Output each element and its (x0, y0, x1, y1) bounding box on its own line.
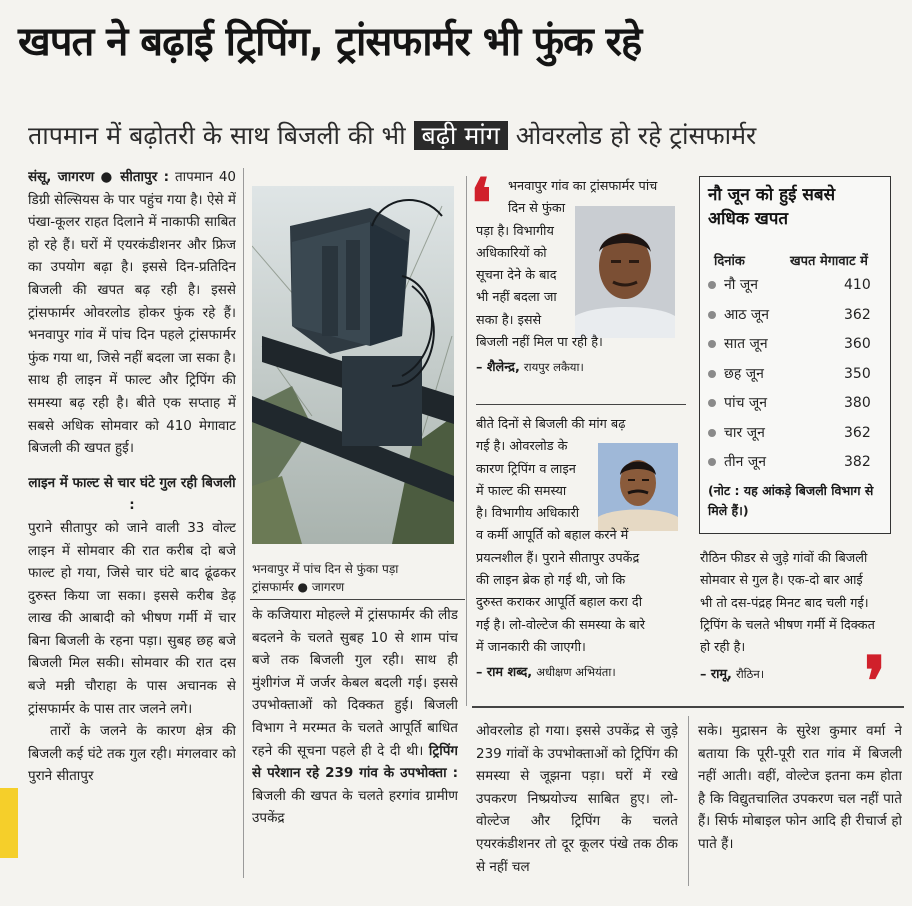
fact-table-date: पांच जून (724, 395, 768, 411)
fact-table-row (708, 330, 884, 360)
quote-1-line-4: अधिकारियों को (476, 245, 547, 261)
rule-between-quotes (476, 404, 686, 405)
column-2 (252, 604, 458, 884)
fact-table-date: आठ जून (724, 306, 770, 323)
quote-3-name: – रामू, (700, 667, 732, 683)
fact-box-title (708, 183, 835, 231)
fact-box-col-date: दिनांक (714, 254, 745, 269)
quote-3-line-3: भी तो दस-पंद्रह मिनट बाद चली गई। (700, 595, 869, 611)
fact-box-rows (708, 271, 884, 478)
fact-table-row (708, 389, 884, 419)
fact-box-col-mw: खपत मेगावाट में (790, 254, 868, 269)
quote-2-line-3: कारण ट्रिपिंग व लाइन (476, 461, 576, 477)
dateline: संसू, जागरण ● सीतापुर : (28, 169, 169, 185)
bullet-icon (708, 399, 716, 407)
quote-2-line-11: में जानकारी की जाएगी। (476, 639, 586, 655)
column-4: सके। मुद्रासन के सुरेश कुमार वर्मा ने बताया कि पूरी-पूरी रात गांव में बिजली नहीं आती। वहीं, वोल्टेज इतना कम होता है कि विद्युतचालित उपकरण चल नहीं पाते हैं। सिर्फ मोबाइल फोन आदि ही रीचार्ज हो पाते हैं। (698, 723, 902, 852)
quote-2-place: अधीक्षण अभियंता। (536, 665, 616, 680)
photo-credit: ● जागरण (297, 580, 345, 594)
subheadline-after: ओवरलोड हो रहे ट्रांसफार्मर (515, 121, 757, 150)
fact-box-note: (नोट : यह आंकड़े बिजली विभाग से मिले हैं।) (708, 483, 874, 518)
quote-2-line-7: प्रयत्नशील हैं। पुराने सीतापुर उपकेंद्र (476, 550, 640, 566)
photo-caption-line1: भनवापुर में पांच दिन से फुंका पड़ा (252, 562, 399, 576)
quote-1 (476, 176, 676, 380)
bullet-icon (708, 340, 716, 348)
bullet-icon (708, 311, 716, 319)
fact-table-value: 350 (844, 365, 871, 382)
fact-table-date: चार जून (724, 424, 765, 441)
quote-2-line-2: गई है। ओवरलोड के (476, 439, 568, 455)
quote-mark-close-icon: ❜ (864, 642, 886, 722)
quote-1-place: रायपुर लकैया। (523, 360, 584, 375)
col1-subhead: लाइन में फाल्ट से चार घंटे गुल रही बिजली : (28, 474, 236, 514)
column-1 (28, 166, 236, 882)
fact-table-date: नौ जून (724, 277, 759, 293)
quote-3-line-4: ट्रिपिंग के चलते भीषण गर्मी में दिक्कत (700, 617, 875, 633)
fact-table-row (708, 360, 884, 390)
rule-above-bottom-columns (472, 706, 904, 708)
photo-caption-line2: ट्रांसफार्मर (252, 580, 294, 594)
transformer-photo (252, 186, 454, 544)
col2-para2: बिजली की खपत के चलते हरगांव ग्रामीण उपकेंद्र (252, 787, 458, 827)
fact-table-date: सात जून (724, 336, 768, 352)
quote-2-line-1: बीते दिनों से बिजली की मांग बढ़ (476, 417, 626, 432)
column-rule-1 (243, 168, 244, 878)
headline: खपत ने बढ़ाई ट्रिपिंग, ट्रांसफार्मर भी फुंक रहे (18, 19, 642, 65)
quote-1-line-8: बिजली नहीं मिल पा रही है। (476, 335, 603, 351)
fact-box-title-line1: नौ जून को हुई सबसे (708, 185, 836, 205)
transformer-photo-svg (252, 186, 454, 544)
col1-para2: पुराने सीतापुर को जाने वाली 33 वोल्ट लाइन में सोमवार की रात करीब दो बजे फाल्ट हो गया, जिसे चार घंटे बाद ढूंढकर दुरुस्त किया जा सका। इससे करीब डेढ़ लाख की आबादी को भीषण गर्मी में चार बिना बिजली के रहना पड़ा। सुबह छह बजे बिजली मिल सकी। सोमवार की रात दस बजे मन्नी चौराहा के पास अचानक से ट्रांसफार्मर के पास तार जलने लगे। (28, 519, 236, 717)
quote-2-line-5: है। विभागीय अधिकारी (476, 506, 580, 522)
bullet-icon (708, 370, 716, 378)
fact-table-row (708, 271, 884, 301)
quote-1-line-2: दिन से फुंका (508, 201, 566, 217)
quote-3-place: रौठिन। (736, 667, 765, 682)
quote-3-line-1: रौठिन फीडर से जुड़े गांवों की बिजली (700, 551, 868, 566)
quote-1-line-6: भी नहीं बदला जा (476, 290, 557, 306)
quote-2-line-9: दुरुस्त कराकर आपूर्ति बहाल करा दी (476, 595, 643, 611)
fact-table-row (708, 448, 884, 478)
quote-2-line-6: व कर्मी आपूर्ति को बहाल करने में (476, 528, 629, 544)
quote-1-line-7: सका है। इससे (476, 312, 542, 328)
subheadline-highlight: बढ़ी मांग (414, 121, 508, 150)
fact-table-value: 382 (844, 454, 871, 470)
quote-2-line-8: की लाइन ब्रेक हो गई थी, जो कि (476, 573, 626, 589)
quote-1-line-3: पड़ा है। विभागीय (476, 223, 554, 239)
fact-table-value: 360 (844, 336, 871, 352)
subheadline (28, 114, 900, 158)
column-rule-3 (688, 716, 689, 886)
quote-2-line-10: गई है। लो-वोल्टेज की समस्या के बारे (476, 617, 645, 633)
quote-2-name: – राम शब्द, (476, 665, 533, 681)
fact-table-value: 362 (844, 306, 871, 323)
fact-table-date: तीन जून (724, 454, 766, 470)
quote-3-line-5: हो रही है। (700, 640, 746, 656)
fact-table-date: छह जून (724, 365, 764, 382)
photo-caption (252, 560, 457, 596)
fact-table-value: 362 (844, 424, 871, 441)
bullet-icon (708, 281, 716, 289)
column-3: ओवरलोड हो गया। इससे उपकेंद्र से जुड़े 239 गांवों के उपभोक्ताओं को ट्रिपिंग की समस्या से जूझना पड़ा। घरों में रखे उपकरण निष्प्रयोज्य साबित हुए। लो-वोल्टेज और ट्रिपिंग के चलते एयरकंडीशनर तो दूर कूलर पंखे तक ठीक से नहीं चल (476, 723, 678, 875)
quote-1-line-5: सूचना देने के बाद (476, 268, 557, 284)
col1-para3: तारों के जलने के कारण क्षेत्र की बिजली कई घंटे तक गुल रही। मंगलवार को पुराने सीतापुर (28, 723, 236, 785)
quote-2 (476, 414, 688, 685)
fact-box (699, 176, 891, 534)
quote-mark-open-icon: ❛ (470, 164, 492, 244)
quote-2-line-4: में फाल्ट की समस्या (476, 483, 567, 499)
fact-table-row (708, 419, 884, 449)
fact-box-title-line2: अधिक खपत (708, 209, 789, 229)
quote-3-line-2: सोमवार से गुल है। एक-दो बार आई (700, 573, 863, 589)
column-rule-2 (466, 176, 467, 706)
bullet-icon (708, 429, 716, 437)
col1-para1: तापमान 40 डिग्री सेल्सियस के पार पहुंच गया है। ऐसे में पंखा-कूलर राहत दिलाने में नाकाफी साबित हो रहे हैं। घरों में एयरकंडीशनर और फ्रिज का उपयोग बढ़ा है। इससे दिन-प्रतिदिन बिजली की खपत बढ़ रही है। इससे ट्रांसफार्मर ओवरलोड होकर फुंक रहे हैं। भनवापुर गांव में पांच दिन पहले ट्रांसफार्मर फुंक गया था, जिसे नहीं बदला जा सका है। साथ ही लाइन में फाल्ट और ट्रिपिंग की समस्या बढ़ रही है। बीते एक सप्ताह में सबसे अधिक सोमवार को 410 मेगावाट बिजली की खपत हुई। (28, 169, 236, 457)
bullet-icon (708, 458, 716, 466)
paper-edge (0, 788, 18, 858)
fact-table-value: 380 (844, 395, 871, 411)
quote-1-name: – शैलेन्द्र, (476, 360, 520, 376)
fact-table-value: 410 (844, 277, 871, 293)
fact-table-row (708, 301, 884, 331)
subheadline-before: तापमान में बढ़ोतरी के साथ बिजली की भी (28, 121, 406, 150)
quote-1-line-1: भनवापुर गांव का ट्रांसफार्मर पांच (508, 179, 658, 194)
col2-subhead: ट्रिपिंग से परेशान रहे 239 गांव के उपभोक्ता : (252, 742, 458, 782)
col2-para1: के कजियारा मोहल्ले में ट्रांसफार्मर की लीड बदलने के चलते सुबह 10 से शाम पांच बजे तक बिजली गुल रही। साथ ही मुंशीगंज में जर्जर केबल बदली गई। इससे उपभोक्ताओं को दिक्कत हुई। बिजली विभाग ने मरम्मत के चलते आपूर्ति बाधित रहने की सूचना पहले ही दे दी थी। (252, 607, 458, 759)
rule-under-caption (250, 599, 465, 600)
